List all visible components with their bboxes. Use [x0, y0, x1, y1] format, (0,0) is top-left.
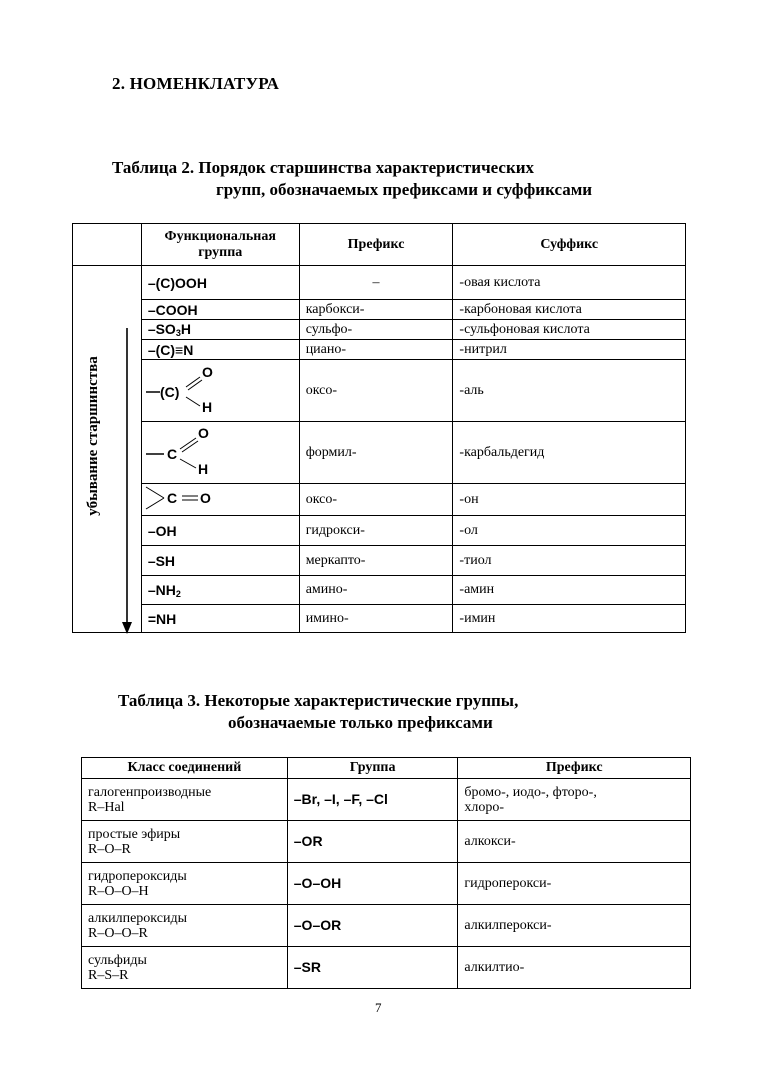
seniority-table — [72, 223, 686, 633]
table-row — [82, 905, 691, 947]
page-number: 7 — [375, 1000, 382, 1015]
table2-title — [112, 157, 692, 201]
prefix-cell: оксо- — [299, 484, 453, 516]
group-cell — [141, 360, 299, 422]
class-cell: простые эфиры R–O–R — [82, 821, 288, 863]
header-empty-cell — [73, 224, 142, 266]
suffix-cell: -карбоновая кислота — [453, 300, 686, 320]
prefix-cell: гидрокси- — [299, 516, 453, 546]
table-row — [82, 863, 691, 905]
group-carbon-label: C — [166, 490, 177, 506]
table-row — [82, 947, 691, 989]
group-hydrogen-label: H — [201, 399, 212, 415]
seniority-label: убывание старшинства — [85, 356, 101, 516]
group-cell: –SH — [141, 546, 299, 576]
class-cell: сульфиды R–S–R — [82, 947, 288, 989]
class-cell: алкилпероксиды R–O–O–R — [82, 905, 288, 947]
prefix-cell: – — [299, 266, 453, 300]
prefix-cell: бромо-, иодо-, фторо-, хлоро- — [458, 779, 691, 821]
table-row — [73, 320, 686, 340]
header-compound-class: Класс соединений — [82, 758, 288, 779]
group-cell — [141, 422, 299, 484]
prefix-cell: алкилперокси- — [458, 905, 691, 947]
suffix-cell: -аль — [453, 360, 686, 422]
suffix-cell: -сульфоновая кислота — [453, 320, 686, 340]
suffix-cell: -нитрил — [453, 340, 686, 360]
header-prefix: Префикс — [299, 224, 453, 266]
group-cell: –SR — [287, 947, 458, 989]
table-row — [73, 422, 686, 484]
suffix-cell: -амин — [453, 576, 686, 605]
group-cell: $-NH_2$ — [141, 576, 299, 605]
group-hydrogen-label: H — [197, 461, 208, 477]
suffix-cell: -овая кислота — [453, 266, 686, 300]
table-row — [73, 484, 686, 516]
suffix-cell: -имин — [453, 605, 686, 633]
section-title: 2. НОМЕНКЛАТУРА — [112, 74, 280, 93]
prefix-cell: алкокси- — [458, 821, 691, 863]
group-cell — [141, 484, 299, 516]
ketone-structure — [142, 484, 262, 512]
aldehyde-structure — [142, 360, 262, 418]
prefix-cell: имино- — [299, 605, 453, 633]
header-group: Группа — [287, 758, 458, 779]
group-cell: –COOH — [141, 300, 299, 320]
group-cell: –OH — [141, 516, 299, 546]
table-row — [73, 605, 686, 633]
prefix-cell: карбокси- — [299, 300, 453, 320]
prefix-cell: алкилтио- — [458, 947, 691, 989]
group-carbon-label: C — [166, 446, 177, 462]
group-cell: –Br, –I, –F, –Cl — [287, 779, 458, 821]
prefix-cell: оксо- — [299, 360, 453, 422]
prefix-cell: гидроперокси- — [458, 863, 691, 905]
class-cell: гидропероксиды R–O–O–H — [82, 863, 288, 905]
group-cell: –(C)≡N — [141, 340, 299, 360]
suffix-cell: -тиол — [453, 546, 686, 576]
table-header-row — [73, 224, 686, 266]
table-row — [73, 516, 686, 546]
table-row — [73, 576, 686, 605]
group-oxygen-label: O — [199, 490, 211, 506]
header-suffix: Суффикс — [453, 224, 686, 266]
group-cell: –(C)OOH — [141, 266, 299, 300]
class-cell: галогенпроизводные R–Hal — [82, 779, 288, 821]
group-cell: =NH — [141, 605, 299, 633]
group-cell: –O–OH — [287, 863, 458, 905]
prefix-cell: формил- — [299, 422, 453, 484]
seniority-side-column — [73, 266, 142, 633]
suffix-cell: -карбальдегид — [453, 422, 686, 484]
table3-title — [118, 690, 678, 734]
prefix-cell: сульфо- — [299, 320, 453, 340]
group-carbon-label: (C) — [159, 384, 180, 400]
suffix-cell: -он — [453, 484, 686, 516]
down-arrow-icon — [117, 328, 137, 638]
group-oxygen-label: O — [201, 364, 213, 380]
header-prefix: Префикс — [458, 758, 691, 779]
table2-title-line2: групп, обозначаемых префиксами и суффиксами — [216, 180, 593, 199]
table-row — [73, 340, 686, 360]
table3-title-line1: Таблица 3. Некоторые характеристические группы, — [118, 691, 519, 710]
table-row — [73, 300, 686, 320]
formyl-structure — [142, 422, 262, 480]
prefix-cell: меркапто- — [299, 546, 453, 576]
suffix-cell: -ол — [453, 516, 686, 546]
header-functional-group: Функциональная группа — [141, 224, 299, 266]
group-cell: $-SO_3H$ — [141, 320, 299, 340]
group-oxygen-label: O — [197, 425, 209, 441]
table-row — [82, 821, 691, 863]
table-row — [73, 360, 686, 422]
table-row — [82, 779, 691, 821]
table3-title-line2: обозначаемые только префиксами — [228, 713, 493, 732]
table-row — [73, 546, 686, 576]
table2-title-line1: Таблица 2. Порядок старшинства характеристических — [112, 158, 535, 177]
group-cell: –O–OR — [287, 905, 458, 947]
table-header-row — [82, 758, 691, 779]
prefix-cell: амино- — [299, 576, 453, 605]
prefix-cell: циано- — [299, 340, 453, 360]
group-cell: –OR — [287, 821, 458, 863]
prefix-only-groups-table — [81, 757, 691, 989]
table-row — [73, 266, 686, 300]
